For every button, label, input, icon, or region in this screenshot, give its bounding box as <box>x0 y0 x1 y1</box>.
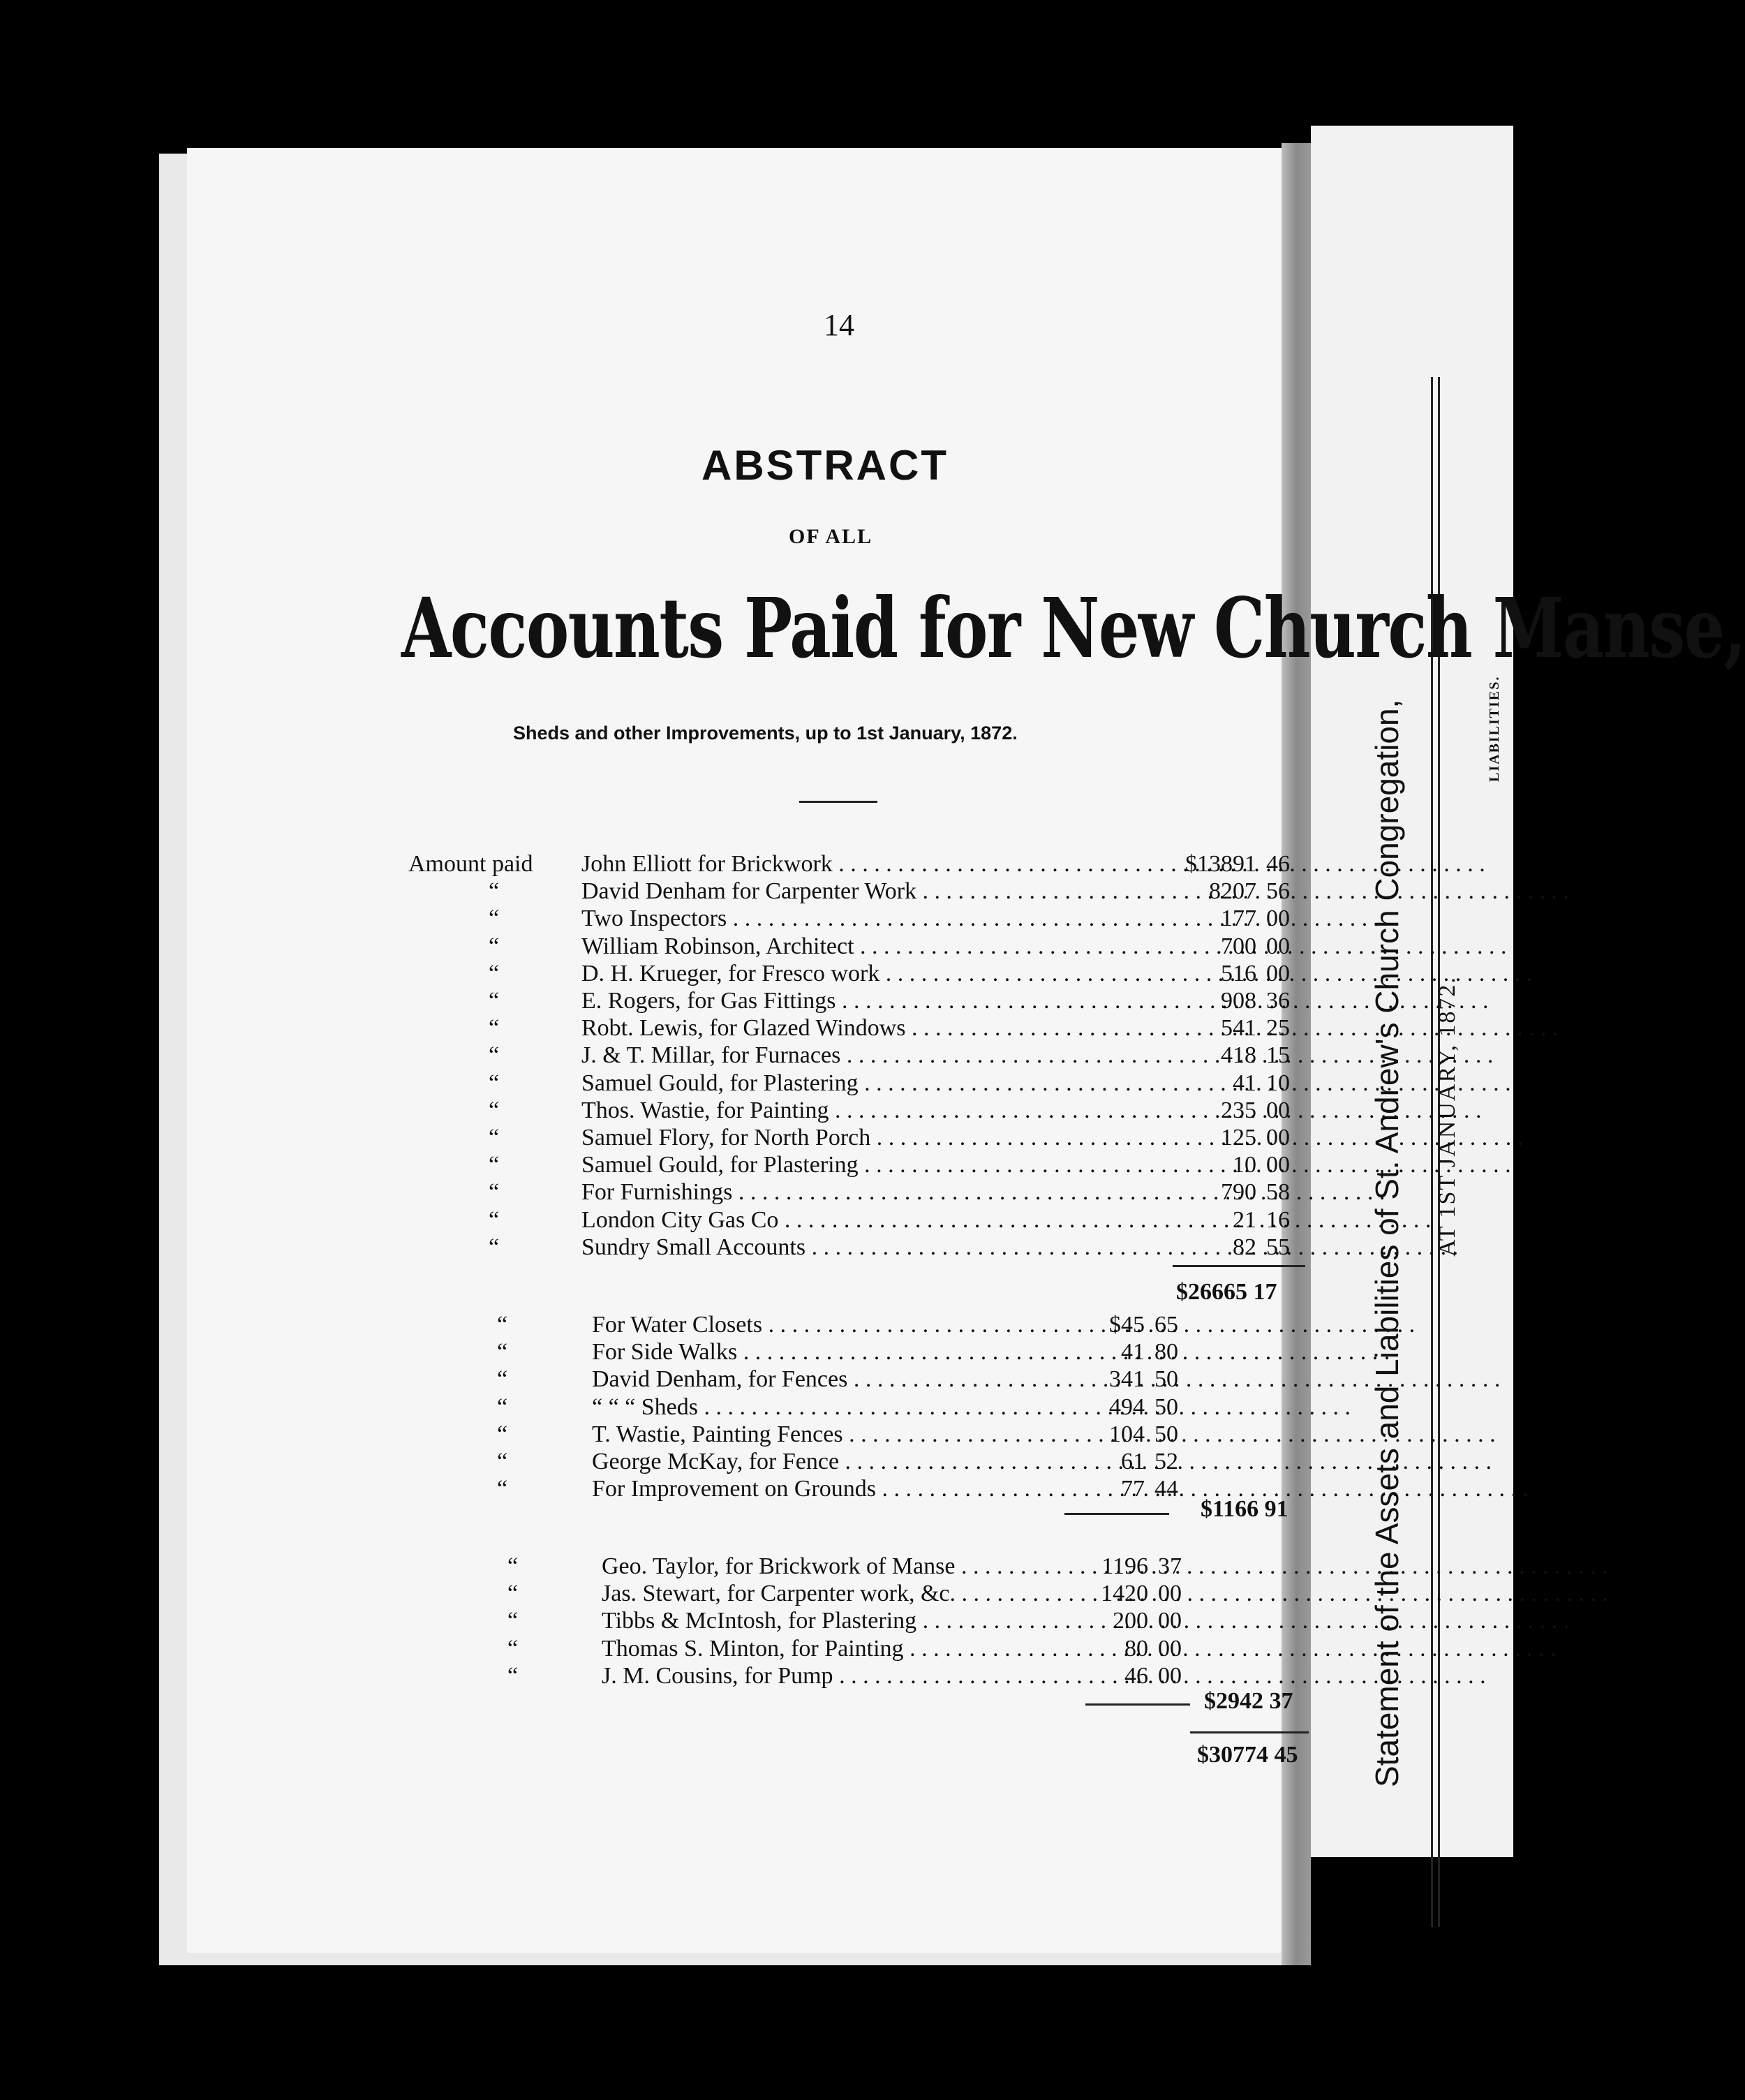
ledger-row-description: For Side Walks . . . <box>592 1338 1064 1366</box>
ledger-row-lead: “ <box>489 1070 500 1096</box>
ledger-row-lead: “ <box>497 1476 508 1502</box>
ledger-row-cents: 00 <box>1266 1125 1290 1151</box>
ledger-row-dollars: 516 <box>1221 960 1256 986</box>
ledger-row-dollars: 908 <box>1221 988 1256 1014</box>
subtotal-amount: $26665 17 <box>1176 1279 1277 1305</box>
ledger-row-cents: 36 <box>1266 988 1290 1014</box>
ledger-row-cents: 00 <box>1266 1097 1290 1123</box>
ledger-row-cents: 80 <box>1154 1339 1178 1366</box>
page-number: 14 <box>824 308 854 342</box>
ledger-row <box>0 1042 1290 1070</box>
divider-rule <box>799 801 877 803</box>
ledger-row-dollars: 21 <box>1233 1206 1256 1233</box>
ledger-row-dollars: 200 <box>1113 1608 1148 1634</box>
subtotal-rule <box>1064 1513 1169 1515</box>
ledger-row-description: William Robinson, Architect . . . <box>581 933 1164 961</box>
ledger-row-lead: “ <box>489 1234 500 1260</box>
ledger-row <box>0 1178 1290 1206</box>
ledger-row <box>0 1662 1277 1690</box>
ledger-row <box>0 1070 1290 1097</box>
ledger-row-dollars: 700 <box>1221 933 1256 959</box>
ledger-row-dollars: 41 <box>1121 1339 1145 1366</box>
ledger-row-lead: “ <box>489 1015 500 1042</box>
ledger-row-description: J. & T. Millar, for Furnaces . . . <box>581 1042 1164 1070</box>
ledger-row-cents: 00 <box>1158 1662 1182 1689</box>
ledger-row-lead: “ <box>497 1339 508 1366</box>
heading-of-all: OF ALL <box>789 525 873 548</box>
ledger-row-description: Jas. Stewart, for Carpenter work, &c. . . . <box>602 1580 1071 1608</box>
ledger-row-lead: “ <box>489 878 500 905</box>
ledger-row-description: “ “ “ Sheds . . . <box>592 1393 1064 1421</box>
ledger-row-cents: 00 <box>1266 960 1290 986</box>
ledger-row-description: D. H. Krueger, for Fresco work . . . <box>581 960 1164 988</box>
ledger-row-description: E. Rogers, for Gas Fittings . . . <box>581 987 1164 1015</box>
ledger-row-lead: “ <box>497 1449 508 1474</box>
ledger-row-cents: 56 <box>1266 878 1290 905</box>
ledger-row-lead: “ <box>489 1125 500 1151</box>
ledger-row <box>0 1311 1277 1339</box>
ledger-row-cents: 52 <box>1154 1449 1178 1474</box>
ledger-row-dollars: 125 <box>1221 1125 1256 1151</box>
subtotal-amount: $2942 37 <box>1204 1688 1293 1714</box>
ledger-row-dollars: 104 <box>1109 1421 1145 1447</box>
ledger-row-lead: “ <box>489 988 500 1014</box>
ledger-row <box>0 1635 1277 1663</box>
ledger-row-cents: 00 <box>1266 933 1290 959</box>
ledger-row <box>0 1234 1290 1262</box>
ledger-row-description: George McKay, for Fence . . . <box>592 1448 1064 1476</box>
ledger-row-cents: 00 <box>1158 1608 1182 1634</box>
ledger-row <box>0 987 1290 1015</box>
ledger-row-description: Thomas S. Minton, for Painting . . . <box>602 1635 1071 1663</box>
ledger-row-dollars: 235 <box>1221 1097 1256 1123</box>
ledger-row-lead: “ <box>497 1393 508 1420</box>
ledger-row <box>0 850 1290 878</box>
ledger-row <box>0 960 1290 988</box>
ledger-row-dollars: 46 <box>1124 1662 1148 1689</box>
ledger-row-lead: “ <box>489 905 500 932</box>
ledger-row <box>0 1448 1277 1476</box>
ledger-row-description: David Denham, for Fences . . . <box>592 1366 1064 1393</box>
ledger-row-description: Two Inspectors . . . <box>581 905 1164 933</box>
ledger-row-lead: “ <box>497 1312 508 1338</box>
ledger-row-description: For Water Closets . . . <box>592 1311 1064 1339</box>
ledger-row-description: Geo. Taylor, for Brickwork of Manse . . . <box>602 1553 1071 1581</box>
ledger-row-cents: 44 <box>1154 1476 1178 1502</box>
ledger-row-cents: 50 <box>1154 1421 1178 1447</box>
ledger-row-lead: “ <box>489 1179 500 1206</box>
ledger-row-cents: 00 <box>1158 1581 1182 1607</box>
ledger-row-description: Samuel Gould, for Plastering . . . <box>581 1151 1164 1179</box>
ledger-row-cents: 46 <box>1266 851 1290 877</box>
ledger-row <box>0 1206 1290 1234</box>
ledger-row-lead: “ <box>489 933 500 959</box>
ledger-row <box>0 1421 1277 1449</box>
ledger-row-lead: “ <box>507 1635 519 1662</box>
ledger-row <box>0 1607 1277 1635</box>
ledger-row <box>0 1580 1277 1608</box>
ledger-row-description: Sundry Small Accounts . . . <box>581 1234 1164 1262</box>
ledger-row <box>0 1097 1290 1125</box>
ledger-row <box>0 1475 1277 1503</box>
heading-subtitle: Sheds and other Improvements, up to 1st January, 1872. <box>513 723 1018 744</box>
ledger-row-description: John Elliott for Brickwork . . . <box>581 850 1164 878</box>
ledger-row-description: Samuel Flory, for North Porch . . . <box>581 1124 1164 1152</box>
ledger-row <box>0 933 1290 961</box>
ledger-row <box>0 1014 1290 1042</box>
subtotal-rule <box>1085 1703 1190 1706</box>
ledger-row-lead: “ <box>489 1206 500 1233</box>
ledger-row-lead: “ <box>497 1366 508 1393</box>
ledger-row-description: T. Wastie, Painting Fences . . . <box>592 1421 1064 1449</box>
facing-page-statement: Statement of the Assets and Liabilities of St. Andrew's Church Congregation, <box>1369 699 1405 1787</box>
ledger-row-description: London City Gas Co . . . <box>581 1206 1164 1234</box>
ledger-row-dollars: 61 <box>1121 1449 1145 1474</box>
ledger-row-description: Tibbs & McIntosh, for Plastering . . . <box>602 1607 1071 1635</box>
ledger-row-lead: “ <box>489 1097 500 1123</box>
ledger-row <box>0 1366 1277 1393</box>
ledger-row-dollars: $13891 <box>1185 851 1256 877</box>
ledger-row-dollars: 10 <box>1233 1152 1256 1178</box>
heading-main-title: Accounts Paid for New Church Manse, <box>401 579 1745 676</box>
ledger-row-lead: “ <box>489 1152 500 1178</box>
grand-total-rule <box>1190 1731 1309 1733</box>
ledger-row-description: Robt. Lewis, for Glazed Windows . . . <box>581 1014 1164 1042</box>
ledger-row-cents: 00 <box>1266 1152 1290 1178</box>
ledger-row-description: For Improvement on Grounds . . . <box>592 1475 1064 1503</box>
ledger-row-cents: 10 <box>1266 1070 1290 1096</box>
ledger-row-description: Thos. Wastie, for Painting . . . <box>581 1097 1164 1125</box>
ledger-row-description: J. M. Cousins, for Pump . . . <box>602 1662 1071 1690</box>
ledger-row-lead: “ <box>489 1042 500 1069</box>
ledger-row-lead: “ <box>489 960 500 986</box>
ledger-row <box>0 1393 1277 1421</box>
ledger-row-lead: “ <box>497 1421 508 1447</box>
ledger-row-lead: “ <box>507 1608 519 1634</box>
ledger-row-cents: 15 <box>1266 1042 1290 1069</box>
subtotal-rule <box>1173 1265 1305 1267</box>
ledger-row-description: For Furnishings . . . <box>581 1178 1164 1206</box>
ledger-row-dollars: 41 <box>1233 1070 1256 1096</box>
ledger-row <box>0 878 1290 905</box>
ledger-row-dollars: $45 <box>1109 1312 1145 1338</box>
ledger-row <box>0 1151 1290 1179</box>
ledger-row <box>0 1124 1290 1152</box>
ledger-row-cents: 37 <box>1158 1553 1182 1579</box>
ledger-row-dollars: 418 <box>1221 1042 1256 1069</box>
ledger-row-cents: 00 <box>1266 905 1290 932</box>
ledger-row-cents: 25 <box>1266 1015 1290 1042</box>
ledger-row-cents: 65 <box>1154 1312 1178 1338</box>
ledger-row-dollars: 1196 <box>1101 1553 1148 1579</box>
ledger-row <box>0 1338 1277 1366</box>
grand-total-amount: $30774 45 <box>1197 1742 1298 1768</box>
ledger-row-cents: 00 <box>1158 1635 1182 1662</box>
ledger-row-dollars: 541 <box>1221 1015 1256 1042</box>
ledger-row-dollars: 1420 <box>1101 1581 1148 1607</box>
ledger-row-dollars: 82 <box>1233 1234 1256 1260</box>
ledger-row-cents: 16 <box>1266 1206 1290 1233</box>
ledger-row-lead: “ <box>507 1662 519 1689</box>
ledger-row-dollars: 80 <box>1124 1635 1148 1662</box>
ledger-row-description: Samuel Gould, for Plastering . . . <box>581 1070 1164 1097</box>
ledger-row-cents: 50 <box>1154 1393 1178 1420</box>
heading-abstract: ABSTRACT <box>701 442 949 489</box>
ledger-row <box>0 905 1290 933</box>
ledger-row-cents: 55 <box>1266 1234 1290 1260</box>
ledger-row-lead: “ <box>507 1581 519 1607</box>
ledger-row-dollars: 494 <box>1109 1393 1145 1420</box>
ledger-row-lead: Amount paid <box>408 851 533 877</box>
facing-page-liabilities: LIABILITIES. <box>1487 675 1502 782</box>
ledger-row-dollars: 77 <box>1121 1476 1145 1502</box>
facing-page-date: AT 1ST JANUARY, 1872. <box>1434 976 1460 1257</box>
ledger-row-dollars: 8207 <box>1209 878 1256 905</box>
subtotal-amount: $1166 91 <box>1201 1496 1289 1522</box>
ledger-row-dollars: 790 <box>1221 1179 1256 1206</box>
ledger-row <box>0 1553 1277 1581</box>
ledger-row-cents: 50 <box>1154 1366 1178 1393</box>
ledger-row-cents: 58 <box>1266 1179 1290 1206</box>
ledger-row-dollars: 341 <box>1109 1366 1145 1393</box>
ledger-row-dollars: 177 <box>1221 905 1256 932</box>
ledger-row-description: David Denham for Carpenter Work . . . <box>581 878 1164 905</box>
ledger-row-lead: “ <box>507 1553 519 1579</box>
